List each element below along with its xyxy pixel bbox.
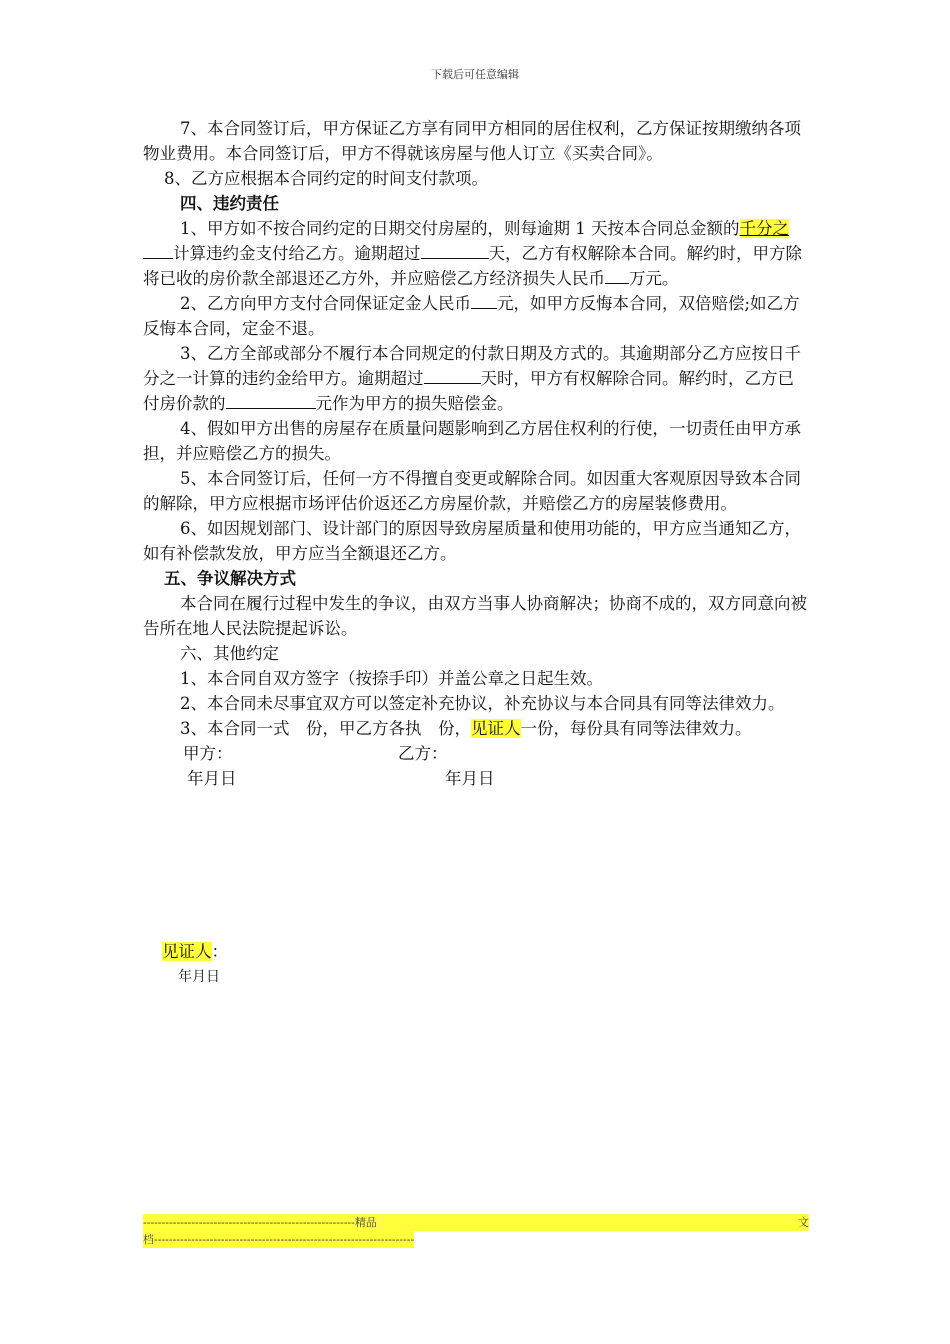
blank-line xyxy=(421,241,489,259)
blank-line xyxy=(226,391,316,409)
liability-clause-3: 3、乙方全部或部分不履行本合同规定的付款日期及方式的。其逾期部分乙方应按日千分之一计算的违约金给甲方。逾期超过 天时，甲方有权解除合同。解约时，乙方已付房价款的 元作为甲方的损失赔偿金。 xyxy=(143,344,801,413)
liability-clause-2: 2、乙方向甲方支付合同保证定金人民币 元，如甲方反悔本合同，双倍赔偿;如乙方反悔本合同，定金不退。 xyxy=(143,291,809,341)
clause-8: 8、乙方应根据本合同约定的时间支付款项。 xyxy=(164,169,488,188)
liability-clause-1: 1、甲方如不按合同约定的日期交付房屋的，则每逾期 1 天按本合同总金额的千分之计算违约金支付给乙方。逾期超过 天，乙方有权解除本合同。解约时，甲方除将已收的房价款全部退还乙方外，并应赔偿乙方经济损失人民币 万元。 xyxy=(143,219,802,288)
liability-clause-5: 5、本合同签订后，任何一方不得擅自变更或解除合同。如因重大客观原因导致本合同的解除，甲方应根据市场评估价返还乙方房屋价款，并赔偿乙方的房屋装修费用。 xyxy=(143,469,801,513)
liability-clause-6: 6、如因规划部门、设计部门的原因导致房屋质量和使用功能的，甲方应当通知乙方，如有补偿款发放，甲方应当全额退还乙方。 xyxy=(143,519,801,563)
footer-line-1: --------------------------------------------------------- 精 品 文 xyxy=(143,1216,809,1229)
party-b-date: 年月日 xyxy=(445,769,495,788)
highlight-text: 见证人 xyxy=(471,719,521,738)
date-row xyxy=(143,766,809,791)
party-a-label: 甲方： xyxy=(183,744,233,763)
contract-body xyxy=(143,116,809,791)
footer-line-2: 档---------------------------------------------------------------------- xyxy=(143,1233,415,1246)
other-clause-2: 2、本合同未尽事宜双方可以签定补充协议，补充协议与本合同具有同等法律效力。 xyxy=(180,694,785,713)
blank-line xyxy=(143,241,173,259)
dispute-clause: 本合同在履行过程中发生的争议，由双方当事人协商解决；协商不成的，双方同意向被告所在地人民法院提起诉讼。 xyxy=(143,594,807,638)
section-heading-5: 五、争议解决方式 xyxy=(164,569,296,588)
other-clause-1: 1、本合同自双方签字（按捺手印）并盖公章之日起生效。 xyxy=(180,669,603,688)
section-heading-6: 六、其他约定 xyxy=(180,644,279,663)
signature-row xyxy=(143,741,809,766)
clause-7: 7、本合同签订后，甲方保证乙方享有同甲方相同的居住权利，乙方保证按期缴纳各项物业费用。本合同签订后，甲方不得就该房屋与他人订立《买卖合同》。 xyxy=(143,119,801,163)
blank-line xyxy=(605,266,629,284)
page-footer xyxy=(143,1214,809,1248)
blank-line xyxy=(471,291,497,309)
liability-clause-4: 4、假如甲方出售的房屋存在质量问题影响到乙方居住权利的行使，一切责任由甲方承担，并应赔偿乙方的损失。 xyxy=(143,419,801,463)
section-heading-4: 四、违约责任 xyxy=(180,194,279,213)
other-clause-3: 3、本合同一式 份，甲乙方各执 份，见证人一份，每份具有同等法律效力。 xyxy=(180,719,752,738)
blank-line xyxy=(424,366,481,384)
witness-date: 年月日 xyxy=(178,969,220,985)
party-b-label: 乙方： xyxy=(398,744,448,763)
page-header-note: 下载后可任意编辑 xyxy=(431,68,519,81)
highlight-text: 千分之 xyxy=(739,219,789,238)
party-a-date: 年月日 xyxy=(187,769,237,788)
witness-label: 见证人： xyxy=(162,942,228,961)
